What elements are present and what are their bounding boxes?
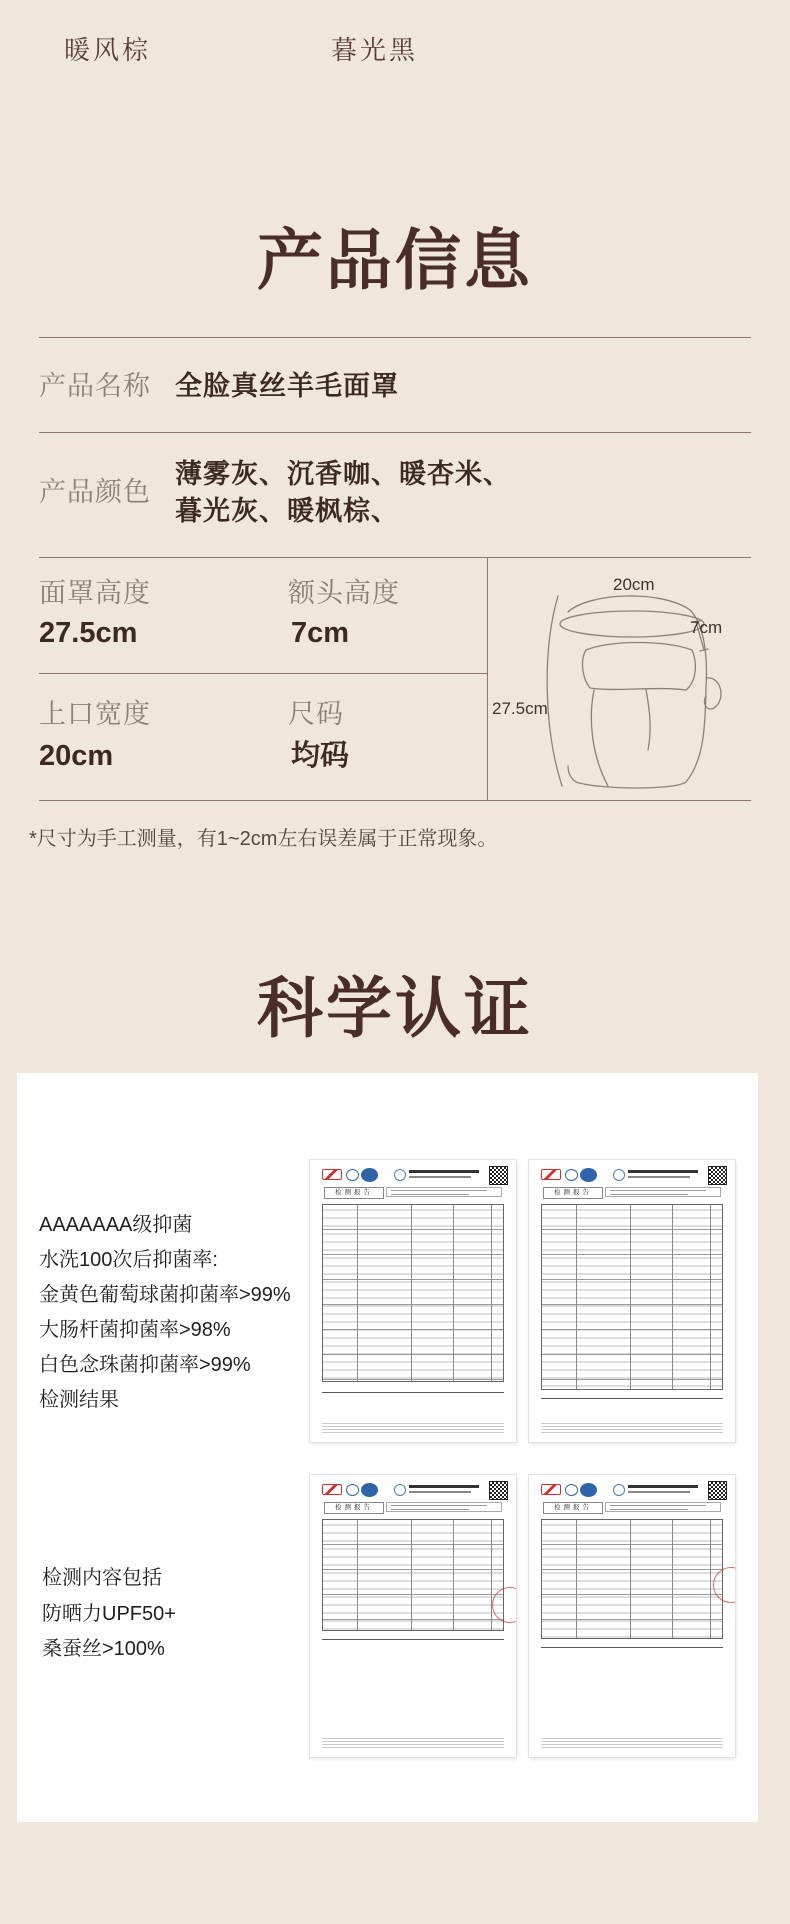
- face-seam: [591, 690, 608, 786]
- head-circumference-ring: [560, 611, 704, 637]
- size-value: 均码: [291, 740, 350, 772]
- product-color-line: 薄雾灰、沉香咖、暖杏米、: [175, 459, 511, 489]
- mask-height-label: 面罩高度: [39, 578, 151, 608]
- test-report-document: [529, 1475, 735, 1757]
- mask-outline-drawing: [490, 560, 750, 796]
- report-table: [541, 1204, 723, 1390]
- report-title: 检测报告: [324, 1187, 384, 1199]
- cma-logo: [541, 1169, 561, 1180]
- report-footer-lines: [322, 1738, 504, 1749]
- cnas-logo: [361, 1483, 378, 1497]
- diagram-width-label: 20cm: [613, 575, 655, 594]
- company-name-lines: [628, 1170, 698, 1180]
- cert-line: 检测内容包括: [42, 1567, 162, 1589]
- opening-width-value: 20cm: [39, 740, 114, 772]
- cma-logo: [541, 1484, 561, 1495]
- cert-line: 白色念珠菌抑菌率>99%: [39, 1354, 251, 1376]
- report-meta-lines: [386, 1187, 502, 1197]
- divider: [39, 432, 751, 433]
- size-label: 尺码: [288, 699, 344, 729]
- divider: [39, 337, 751, 338]
- cert-line: AAAAAAA级抑菌: [39, 1214, 193, 1236]
- report-footer-lines: [541, 1423, 723, 1434]
- qr-code-icon: [709, 1167, 726, 1184]
- cma-logo: [322, 1484, 342, 1495]
- report-end-rule: [322, 1639, 504, 1640]
- divider: [39, 673, 487, 674]
- cert-line: 水洗100次后抑菌率:: [39, 1249, 218, 1271]
- ilac-logo: [565, 1169, 578, 1181]
- cma-logo: [322, 1169, 342, 1180]
- diagram-height-label: 27.5cm: [492, 699, 548, 718]
- diagram-forehead-label: 7cm: [690, 618, 723, 637]
- cnas-logo: [580, 1483, 597, 1497]
- report-meta-lines: [386, 1502, 502, 1512]
- report-title: 检测报告: [543, 1502, 603, 1514]
- cert-line: 检测结果: [39, 1389, 119, 1411]
- report-table: [541, 1519, 723, 1639]
- qr-code-icon: [709, 1482, 726, 1499]
- forehead-height-label: 额头高度: [288, 578, 400, 608]
- product-name-label: 产品名称: [39, 371, 151, 401]
- report-end-rule: [541, 1647, 723, 1648]
- grid-divider: [487, 557, 488, 800]
- swatch-label-dusk-black: 暮光黑: [331, 36, 419, 65]
- forehead-height-value: 7cm: [291, 617, 350, 649]
- product-color-values: [175, 456, 511, 530]
- antibacterial-results-text: [39, 1208, 291, 1418]
- report-table: [322, 1204, 504, 1382]
- hood-outline: [568, 596, 706, 788]
- qr-code-icon: [490, 1482, 507, 1499]
- report-meta-lines: [605, 1502, 721, 1512]
- ilac-logo: [346, 1484, 359, 1496]
- mask-height-value: 27.5cm: [39, 617, 138, 649]
- report-title: 检测报告: [324, 1502, 384, 1514]
- company-name-lines: [409, 1485, 479, 1495]
- report-meta-lines: [605, 1187, 721, 1197]
- qr-code-icon: [490, 1167, 507, 1184]
- test-content-text: [42, 1561, 176, 1668]
- divider: [39, 800, 751, 801]
- report-table: [322, 1519, 504, 1631]
- product-name-value: 全脸真丝羊毛面罩: [175, 371, 399, 401]
- eye-opening: [583, 643, 696, 691]
- company-seal-icon: [613, 1169, 625, 1181]
- company-name-lines: [409, 1170, 479, 1180]
- cert-line: 桑蚕丝>100%: [42, 1638, 165, 1660]
- ilac-logo: [565, 1484, 578, 1496]
- measurement-note: *尺寸为手工测量，有1~2cm左右误差属于正常现象。: [29, 828, 498, 850]
- company-name-lines: [628, 1485, 698, 1495]
- certification-title: 科学认证: [257, 971, 533, 1045]
- product-color-label: 产品颜色: [39, 477, 151, 507]
- company-seal-icon: [394, 1484, 406, 1496]
- cnas-logo: [361, 1168, 378, 1182]
- report-end-rule: [541, 1398, 723, 1399]
- report-footer-lines: [322, 1423, 504, 1434]
- opening-width-label: 上口宽度: [39, 699, 151, 729]
- divider: [39, 557, 751, 558]
- test-report-document: [310, 1160, 516, 1442]
- ilac-logo: [346, 1169, 359, 1181]
- nose-seam: [646, 690, 650, 750]
- test-report-document: [529, 1160, 735, 1442]
- report-end-rule: [322, 1392, 504, 1393]
- report-footer-lines: [541, 1738, 723, 1749]
- cert-line: 金黄色葡萄球菌抑菌率>99%: [39, 1284, 291, 1306]
- test-report-document: [310, 1475, 516, 1757]
- cert-line: 大肠杆菌抑菌率>98%: [39, 1319, 231, 1341]
- cert-line: 防晒力UPF50+: [42, 1602, 176, 1625]
- swatch-label-warm-brown: 暖风棕: [64, 36, 152, 65]
- product-color-line: 暮光灰、暖枫棕、: [175, 496, 399, 526]
- product-info-title: 产品信息: [257, 223, 533, 297]
- cnas-logo: [580, 1168, 597, 1182]
- report-title: 检测报告: [543, 1187, 603, 1199]
- company-seal-icon: [394, 1169, 406, 1181]
- company-seal-icon: [613, 1484, 625, 1496]
